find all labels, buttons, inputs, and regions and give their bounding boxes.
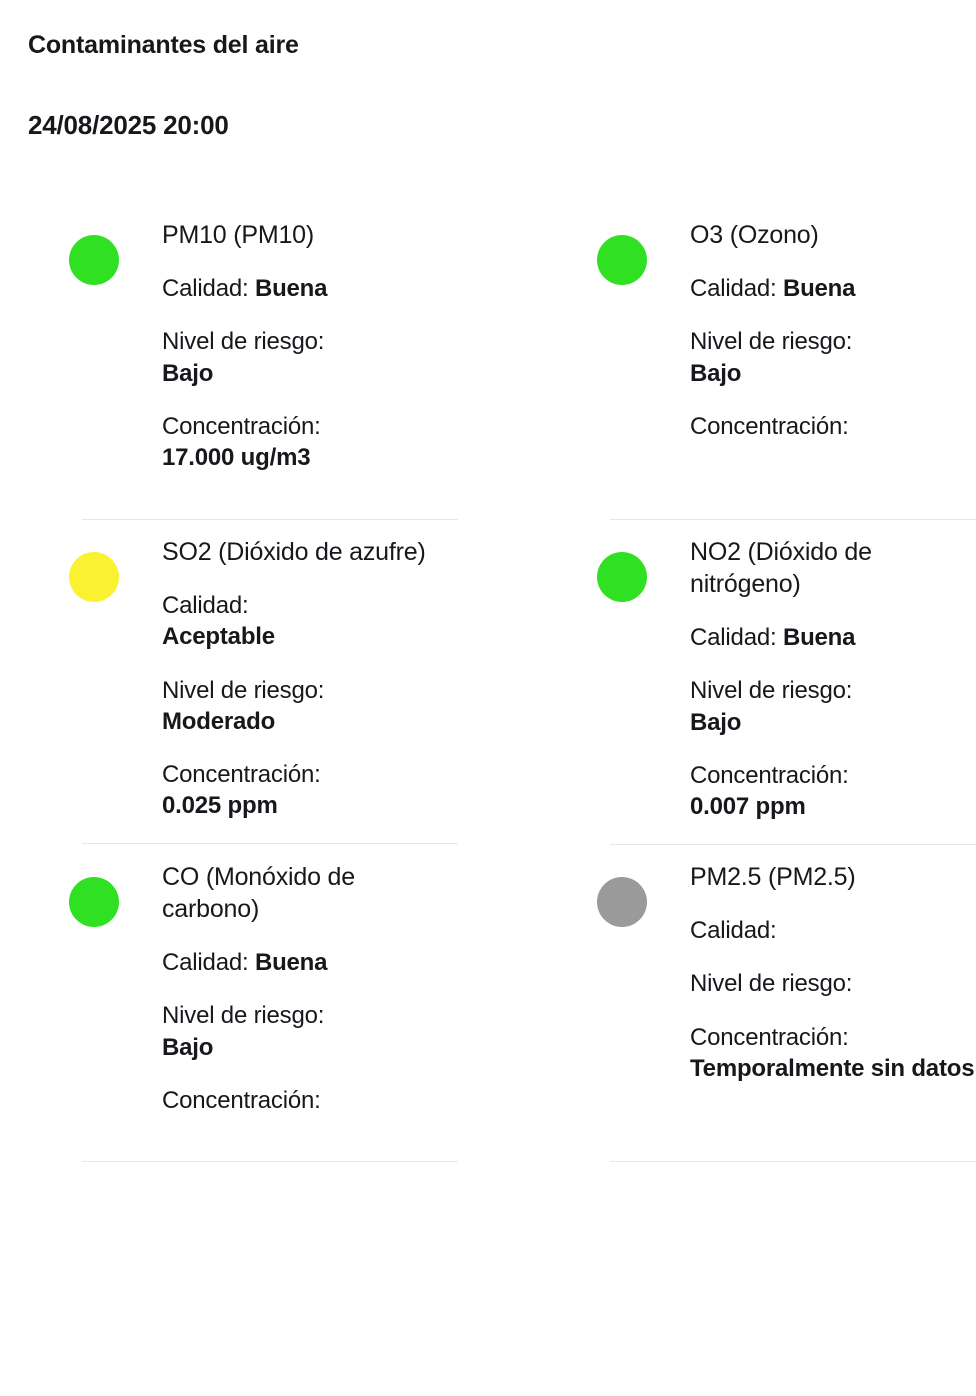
concentration-label: Concentración: bbox=[690, 412, 849, 440]
status-dot-green bbox=[69, 235, 119, 285]
risk-label: Nivel de riesgo: bbox=[162, 1002, 325, 1030]
concentration-value: 0.025 ppm bbox=[162, 792, 278, 820]
pollutant-card-pm10[interactable] bbox=[26, 203, 458, 519]
risk-row bbox=[162, 675, 458, 737]
pollutant-card-co[interactable] bbox=[26, 845, 458, 1161]
quality-row bbox=[690, 273, 976, 304]
quality-label: Calidad: bbox=[162, 275, 255, 303]
concentration-row bbox=[162, 1085, 458, 1116]
concentration-value: 17.000 ug/m3 bbox=[162, 443, 311, 471]
pollutant-cell bbox=[554, 520, 976, 845]
concentration-row bbox=[162, 411, 458, 473]
quality-value: Aceptable bbox=[162, 623, 275, 651]
risk-value: Moderado bbox=[162, 707, 276, 735]
status-indicator-wrap bbox=[26, 532, 162, 602]
pollutant-name: NO2 (Dióxido de nitrógeno) bbox=[690, 538, 872, 599]
card-divider bbox=[82, 1161, 458, 1162]
risk-label: Nivel de riesgo: bbox=[690, 328, 853, 356]
quality-row bbox=[162, 590, 458, 652]
pollutant-info bbox=[162, 532, 458, 821]
status-dot-green bbox=[69, 877, 119, 927]
risk-value: Bajo bbox=[690, 359, 742, 387]
status-dot-green bbox=[597, 552, 647, 602]
status-indicator-wrap bbox=[554, 215, 690, 285]
pollutant-info bbox=[690, 857, 976, 1084]
risk-label: Nivel de riesgo: bbox=[162, 328, 325, 356]
pollutant-info bbox=[690, 532, 976, 822]
concentration-label: Concentración: bbox=[162, 760, 321, 788]
quality-row bbox=[162, 273, 458, 304]
pollutant-cell bbox=[26, 520, 458, 845]
risk-row bbox=[690, 326, 976, 388]
pollutant-cell bbox=[26, 203, 458, 520]
quality-value: Buena bbox=[254, 275, 328, 303]
status-dot-yellow bbox=[69, 552, 119, 602]
risk-row bbox=[690, 968, 976, 999]
measurement-datetime: 24/08/2025 20:00 bbox=[28, 110, 229, 140]
pollutant-grid bbox=[26, 203, 975, 1162]
status-dot-green bbox=[597, 235, 647, 285]
concentration-row bbox=[690, 411, 976, 442]
card-divider bbox=[610, 1161, 976, 1162]
pollutant-card-o3[interactable] bbox=[554, 203, 976, 519]
pollutant-info bbox=[162, 857, 458, 1116]
quality-value: Buena bbox=[782, 275, 856, 303]
quality-label: Calidad: bbox=[690, 275, 783, 303]
pollutant-cell bbox=[26, 845, 458, 1162]
quality-label: Calidad: bbox=[162, 949, 255, 977]
pollutant-info bbox=[690, 215, 976, 442]
status-indicator-wrap bbox=[554, 532, 690, 602]
quality-label: Calidad: bbox=[690, 624, 783, 652]
page-title: Contaminantes del aire bbox=[28, 31, 299, 59]
status-dot-gray bbox=[597, 877, 647, 927]
pollutant-info bbox=[162, 215, 458, 473]
quality-row bbox=[162, 947, 458, 978]
quality-row bbox=[690, 622, 976, 653]
pollutant-cell bbox=[554, 203, 976, 520]
status-indicator-wrap bbox=[26, 857, 162, 927]
concentration-label: Concentración: bbox=[690, 1023, 849, 1051]
concentration-label: Concentración: bbox=[162, 1086, 321, 1114]
pollutant-name: PM2.5 (PM2.5) bbox=[690, 863, 856, 892]
risk-row bbox=[162, 326, 458, 388]
quality-label: Calidad: bbox=[690, 917, 777, 945]
risk-value: Bajo bbox=[162, 1033, 214, 1061]
pollutant-card-so2[interactable] bbox=[26, 520, 458, 843]
status-indicator-wrap bbox=[26, 215, 162, 285]
pollutant-cell bbox=[554, 845, 976, 1162]
concentration-row bbox=[690, 1022, 976, 1084]
pollutant-name: PM10 (PM10) bbox=[162, 221, 315, 250]
risk-value: Bajo bbox=[690, 708, 742, 736]
quality-label: Calidad: bbox=[162, 592, 249, 620]
pollutant-card-no2[interactable] bbox=[554, 520, 976, 844]
risk-label: Nivel de riesgo: bbox=[690, 677, 853, 705]
quality-value: Buena bbox=[254, 949, 328, 977]
concentration-label: Concentración: bbox=[162, 412, 321, 440]
concentration-row bbox=[690, 760, 976, 822]
risk-row bbox=[162, 1000, 458, 1062]
pollutant-name: O3 (Ozono) bbox=[690, 221, 819, 250]
risk-label: Nivel de riesgo: bbox=[162, 676, 325, 704]
risk-row bbox=[690, 675, 976, 737]
concentration-value: Temporalmente sin datos bbox=[690, 1054, 975, 1082]
status-indicator-wrap bbox=[554, 857, 690, 927]
risk-value: Bajo bbox=[162, 359, 214, 387]
concentration-value: 0.007 ppm bbox=[690, 792, 806, 820]
pollutant-name: CO (Monóxido de carbono) bbox=[162, 863, 355, 924]
concentration-row bbox=[162, 759, 458, 821]
quality-value: Buena bbox=[782, 624, 856, 652]
risk-label: Nivel de riesgo: bbox=[690, 970, 853, 998]
quality-row bbox=[690, 915, 976, 946]
pollutant-name: SO2 (Dióxido de azufre) bbox=[162, 538, 426, 567]
concentration-label: Concentración: bbox=[690, 761, 849, 789]
pollutant-card-pm25[interactable] bbox=[554, 845, 976, 1161]
